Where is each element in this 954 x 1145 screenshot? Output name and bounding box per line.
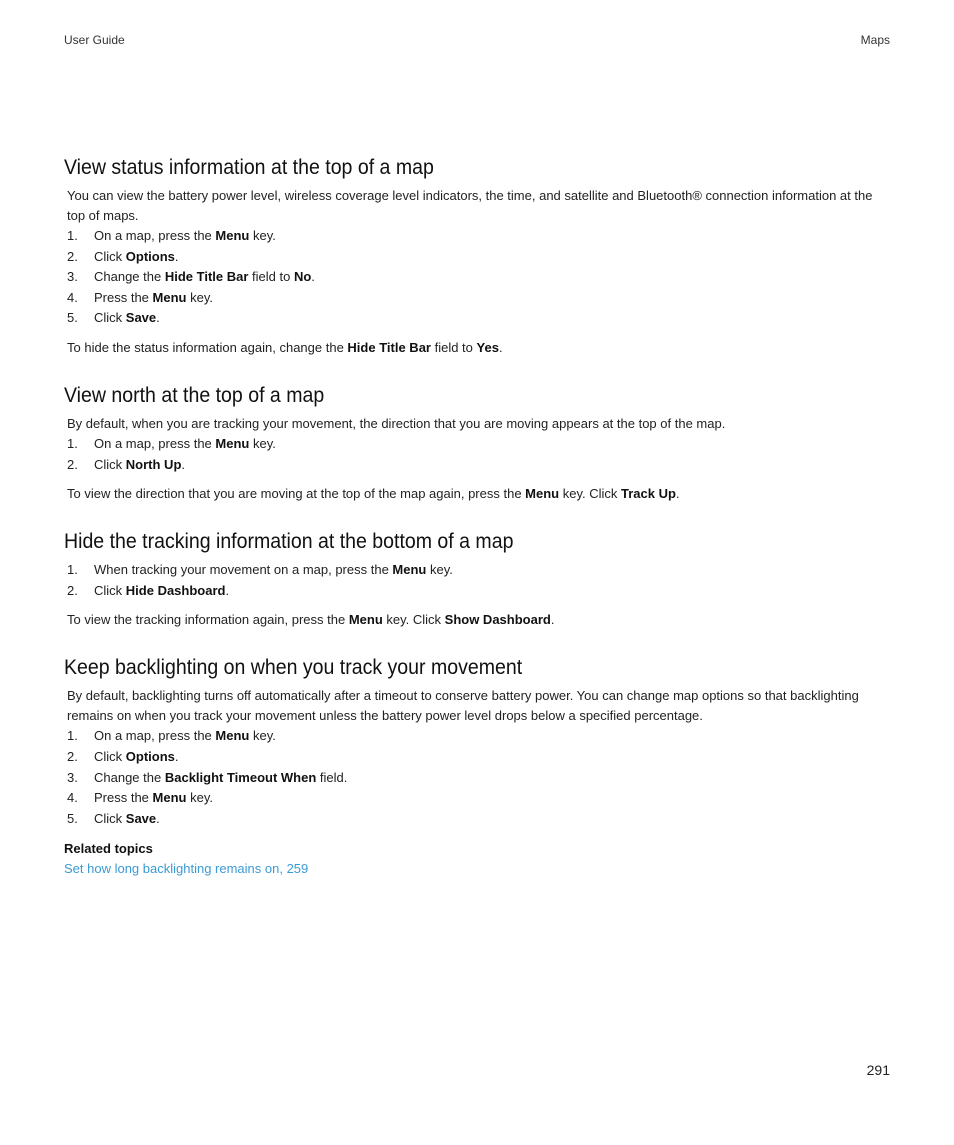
page-number: 291 [866,1062,890,1078]
step-number: 4. [67,790,78,806]
header-chapter-title: Maps [860,33,890,47]
step-text: field to [248,269,294,285]
step-item [67,434,892,455]
note-text: key. Click [559,486,621,502]
ui-term: Menu [215,728,250,744]
step-item [67,267,892,288]
page-content [64,154,892,879]
ui-term: Track Up [621,486,676,502]
step-number: 3. [67,769,78,785]
step-item [67,581,892,602]
step-number: 2. [67,582,78,598]
step-text: On a map, press the [94,228,216,243]
step-text: Press the [94,790,153,806]
step-item [67,226,892,247]
step-number: 4. [67,289,78,305]
ui-term: Menu [152,790,187,806]
related-topics-title: Related topics [64,841,153,857]
step-text: field. [316,769,348,785]
section-note [67,484,892,504]
step-text: key. [186,289,213,305]
ui-term: No [293,269,312,285]
ui-term: Options [125,248,175,264]
ui-term: Hide Title Bar [347,339,431,355]
step-text: key. [249,728,276,744]
ui-term: Yes [476,339,499,355]
ui-term: Menu [215,228,250,243]
step-item [67,308,892,329]
step-number: 3. [67,269,78,285]
related-topics [64,839,892,879]
step-text: . [174,748,179,764]
steps-list [64,726,892,829]
step-item [67,809,892,830]
step-text: When tracking your movement on a map, press the [94,562,393,578]
step-text: . [156,810,160,826]
ui-term: Menu [348,612,383,628]
step-text: . [225,582,230,598]
step-item [67,788,892,809]
step-number: 1. [67,728,78,744]
step-number: 1. [67,562,78,578]
running-header [64,33,890,49]
step-text: Click [94,582,126,598]
step-item [67,288,892,309]
step-text: Click [94,310,126,326]
step-text: key. [249,435,276,451]
step-text: Click [94,748,126,764]
step-text: key. [249,228,276,243]
step-text: Press the [94,289,153,305]
note-text: key. Click [382,612,445,628]
step-text: . [181,456,186,472]
ui-term: Show Dashboard [444,612,551,628]
section-hide-tracking [64,528,892,630]
note-text: To view the direction that you are moving at the top of the map again, press the [67,486,526,502]
step-number: 1. [67,228,78,243]
step-text: Click [94,810,126,826]
section-heading: View status information at the top of a map [64,156,434,179]
step-text: . [156,310,160,326]
section-keep-backlighting [64,654,892,879]
ui-term: North Up [125,456,182,472]
ui-term: Save [125,810,157,826]
note-text: field to [430,339,477,355]
section-heading: Hide the tracking information at the bottom of a map [64,530,514,554]
section-note [67,338,892,358]
step-text: . [311,269,315,285]
ui-term: Options [125,748,175,764]
steps-list [64,434,892,475]
section-intro: By default, backlighting turns off automatically after a timeout to conserve battery power. You can change map options so that backlighting remains on when you track your movement unless the battery power level drops below a specified percentage. [67,688,859,724]
step-number: 5. [67,310,78,326]
steps-list [64,226,892,329]
step-text: On a map, press the [94,435,216,451]
step-item [67,455,892,476]
step-text: Change the [94,769,165,785]
step-text: Click [94,248,126,264]
note-text: . [550,612,555,628]
step-item [67,247,892,268]
ui-term: Menu [215,435,250,451]
note-text: . [675,486,680,502]
section-view-north [64,382,892,504]
section-heading: Keep backlighting on when you track your movement [64,656,523,680]
header-guide-title: User Guide [64,33,125,47]
step-text: Click [94,456,126,472]
ui-term: Menu [525,486,560,502]
section-intro: By default, when you are tracking your movement, the direction that you are moving appears at the top of the map. [67,415,726,431]
step-text: Change the [94,269,165,285]
step-number: 2. [67,248,78,264]
ui-term: Menu [152,289,187,305]
section-view-status [64,154,892,358]
step-number: 5. [67,810,78,826]
step-number: 1. [67,435,78,451]
step-text: . [174,248,179,264]
section-heading: View north at the top of a map [64,383,325,407]
step-text: On a map, press the [94,728,216,744]
step-text: key. [186,790,213,806]
section-intro: You can view the battery power level, wireless coverage level indicators, the time, and satellite and Bluetooth® connection information at the top of maps. [67,188,873,223]
step-item [67,747,892,768]
note-text: To hide the status information again, change the [67,339,348,355]
ui-term: Hide Dashboard [125,582,226,598]
step-number: 2. [67,456,78,472]
ui-term: Hide Title Bar [164,269,249,285]
section-note [67,610,892,630]
step-item [67,560,892,581]
ui-term: Menu [392,562,427,578]
related-topic-link[interactable]: Set how long backlighting remains on, 259 [64,861,309,877]
ui-term: Backlight Timeout When [164,769,317,785]
note-text: To view the tracking information again, press the [67,612,349,628]
step-item [67,726,892,747]
step-text: key. [426,562,453,578]
steps-list [64,560,892,601]
ui-term: Save [125,310,157,326]
step-number: 2. [67,748,78,764]
note-text: . [498,339,503,355]
step-item [67,768,892,789]
